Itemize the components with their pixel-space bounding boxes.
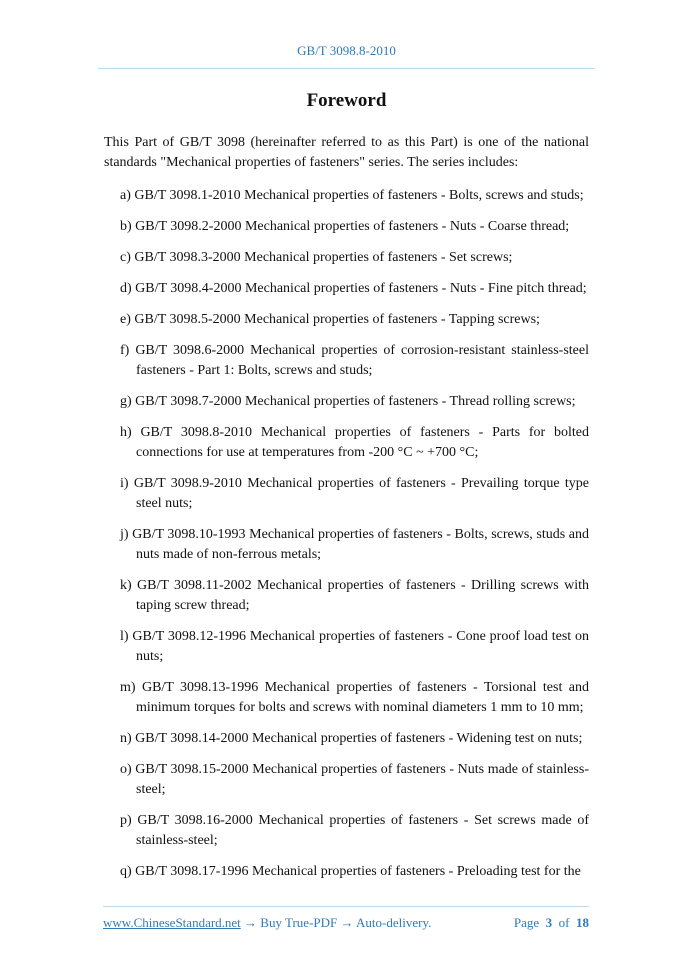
intro-paragraph: This Part of GB/T 3098 (hereinafter referred to as this Part) is one of the national standards "Mechanical properties of fasteners" series. The series includes: <box>104 135 589 170</box>
list-item: q) GB/T 3098.17-1996 Mechanical properties of fasteners - Preloading test for the <box>120 864 581 879</box>
list-item: a) GB/T 3098.1-2010 Mechanical properties of fasteners - Bolts, screws and studs; <box>120 188 584 203</box>
page-indicator <box>514 915 589 931</box>
standards-list <box>104 186 589 882</box>
list-item: k) GB/T 3098.11-2002 Mechanical properties of fasteners - Drilling screws with taping screw thread; <box>120 578 589 613</box>
list-item: n) GB/T 3098.14-2000 Mechanical properties of fasteners - Widening test on nuts; <box>120 731 583 746</box>
list-item: e) GB/T 3098.5-2000 Mechanical properties of fasteners - Tapping screws; <box>120 312 540 327</box>
page-total: 18 <box>576 915 589 930</box>
list-item: b) GB/T 3098.2-2000 Mechanical properties of fasteners - Nuts - Coarse thread; <box>120 219 570 234</box>
list-item: d) GB/T 3098.4-2000 Mechanical properties of fasteners - Nuts - Fine pitch thread; <box>120 281 587 296</box>
footer-promo: → Buy True-PDF → Auto-delivery. <box>240 915 432 930</box>
list-item: p) GB/T 3098.16-2000 Mechanical properties of fasteners - Set screws made of stainless-steel; <box>120 813 589 848</box>
list-item: g) GB/T 3098.7-2000 Mechanical properties of fasteners - Thread rolling screws; <box>120 394 576 409</box>
header-divider <box>98 68 595 69</box>
footer-divider <box>103 906 589 907</box>
list-item: f) GB/T 3098.6-2000 Mechanical properties of corrosion-resistant stainless-steel fasteners - Part 1: Bolts, screws and studs; <box>120 343 589 378</box>
document-body <box>104 133 589 893</box>
header-doc-id: GB/T 3098.8-2010 <box>297 43 396 58</box>
footer <box>103 915 589 931</box>
page-current: 3 <box>545 915 553 930</box>
list-item: m) GB/T 3098.13-1996 Mechanical properties of fasteners - Torsional test and minimum torques for bolts and screws with nominal diameters 1 mm to 10 mm; <box>120 680 589 715</box>
list-item: i) GB/T 3098.9-2010 Mechanical properties of fasteners - Prevailing torque type steel nuts; <box>120 476 589 511</box>
list-item: o) GB/T 3098.15-2000 Mechanical properties of fasteners - Nuts made of stainless-steel; <box>120 762 589 797</box>
page-title: Foreword <box>306 90 387 111</box>
list-item: j) GB/T 3098.10-1993 Mechanical properties of fasteners - Bolts, screws, studs and nuts made of non-ferrous metals; <box>120 527 589 562</box>
website-link[interactable]: www.ChineseStandard.net <box>103 915 241 930</box>
list-item: c) GB/T 3098.3-2000 Mechanical properties of fasteners - Set screws; <box>120 250 513 265</box>
list-item: l) GB/T 3098.12-1996 Mechanical properties of fasteners - Cone proof load test on nuts; <box>120 629 589 664</box>
of-label: of <box>558 915 570 930</box>
page-label: Page <box>513 915 540 930</box>
footer-left <box>103 915 431 931</box>
list-item: h) GB/T 3098.8-2010 Mechanical properties of fasteners - Parts for bolted connections for use at temperatures from -200 °C ~ +700 °C; <box>120 425 589 460</box>
